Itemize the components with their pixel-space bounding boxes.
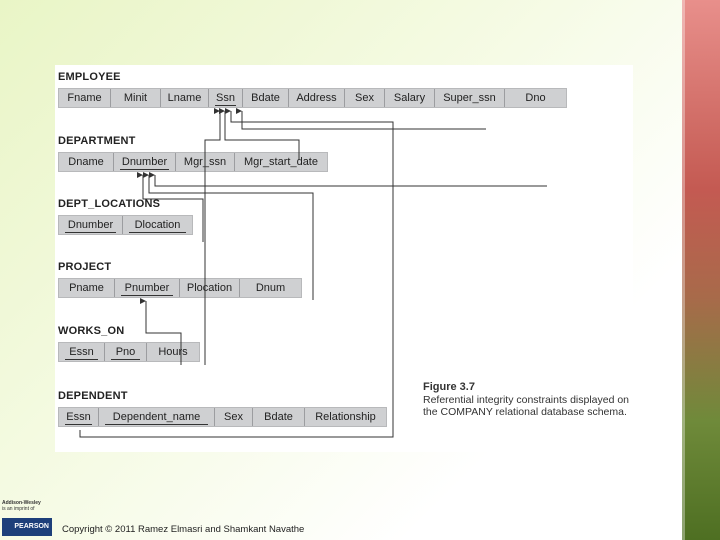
attribute-mgr-start-date: Mgr_start_date — [244, 156, 318, 168]
fk-line-pno — [146, 301, 181, 365]
attribute-lname: Lname — [161, 89, 209, 107]
attribute-dnum: Dnum — [255, 282, 286, 294]
attribute-pno-label: Pno — [115, 346, 136, 358]
pearson-logo: PEARSON — [2, 518, 52, 536]
attribute-salary: Salary — [385, 89, 435, 107]
attribute-hours: Hours — [158, 346, 188, 358]
relation-name-works-on: WORKS_ON — [58, 325, 125, 337]
relation-name-department: DEPARTMENT — [58, 135, 136, 147]
attribute-dno: Dno — [525, 92, 546, 104]
attribute-essn-label: Essn — [66, 411, 91, 423]
publisher-name: Addison-Wesley — [2, 500, 41, 506]
fk-line-dnum — [149, 175, 313, 300]
attribute-sex: Sex — [345, 89, 385, 107]
attribute-address: Address — [289, 89, 345, 107]
fk-line-dnumber-locations — [143, 175, 203, 242]
schema-figure — [55, 65, 633, 452]
attribute-plocation: Plocation — [180, 279, 240, 297]
fk-line-essn-dependent — [80, 111, 393, 437]
publisher-imprint — [2, 500, 54, 512]
attribute-dname: Dname — [59, 153, 114, 171]
attribute-bdate: Bdate — [243, 89, 289, 107]
relation-name-dept-locations: DEPT_LOCATIONS — [58, 198, 161, 210]
relation-name-dependent: DEPENDENT — [58, 390, 128, 402]
figure-caption — [423, 381, 637, 418]
fk-line-essn-works-on — [205, 111, 220, 365]
attribute-dnumber-label: Dnumber — [67, 219, 114, 231]
relation-name-project: PROJECT — [58, 261, 112, 273]
relation-name-employee: EMPLOYEE — [58, 71, 121, 83]
attribute-super-ssn: Super_ssn — [435, 89, 505, 107]
attribute-relationship: Relationship — [315, 411, 376, 423]
attribute-pnumber-label: Pnumber — [124, 282, 170, 294]
fk-line-mgr-ssn — [225, 111, 299, 160]
figure-caption-text: Referential integrity constraints displayed on the COMPANY relational database schema. — [423, 394, 630, 418]
attribute-dlocation-label: Dlocation — [134, 219, 181, 231]
decorative-side-stripe — [682, 0, 720, 540]
figure-caption-title: Figure 3.7 — [423, 381, 475, 393]
attribute-pname: Pname — [59, 279, 115, 297]
attribute-bdate: Bdate — [253, 408, 305, 426]
fk-line-dno — [155, 175, 547, 186]
attribute-fname: Fname — [59, 89, 111, 107]
fk-line-super-ssn — [242, 111, 486, 129]
attribute-dependent-name-label: Dependent_name — [112, 411, 201, 423]
attribute-ssn-label: Ssn — [216, 92, 235, 104]
attribute-mgr-ssn: Mgr_ssn — [176, 153, 235, 171]
copyright-notice: Copyright © 2011 Ramez Elmasri and Shamkant Navathe — [62, 524, 305, 535]
side-stripe-edge — [682, 0, 685, 540]
attribute-minit: Minit — [111, 89, 161, 107]
attribute-dnumber-label: Dnumber — [121, 156, 168, 168]
attribute-essn-label: Essn — [69, 346, 94, 358]
attribute-sex: Sex — [215, 408, 253, 426]
publisher-imprint-text: is an imprint of — [2, 506, 35, 512]
